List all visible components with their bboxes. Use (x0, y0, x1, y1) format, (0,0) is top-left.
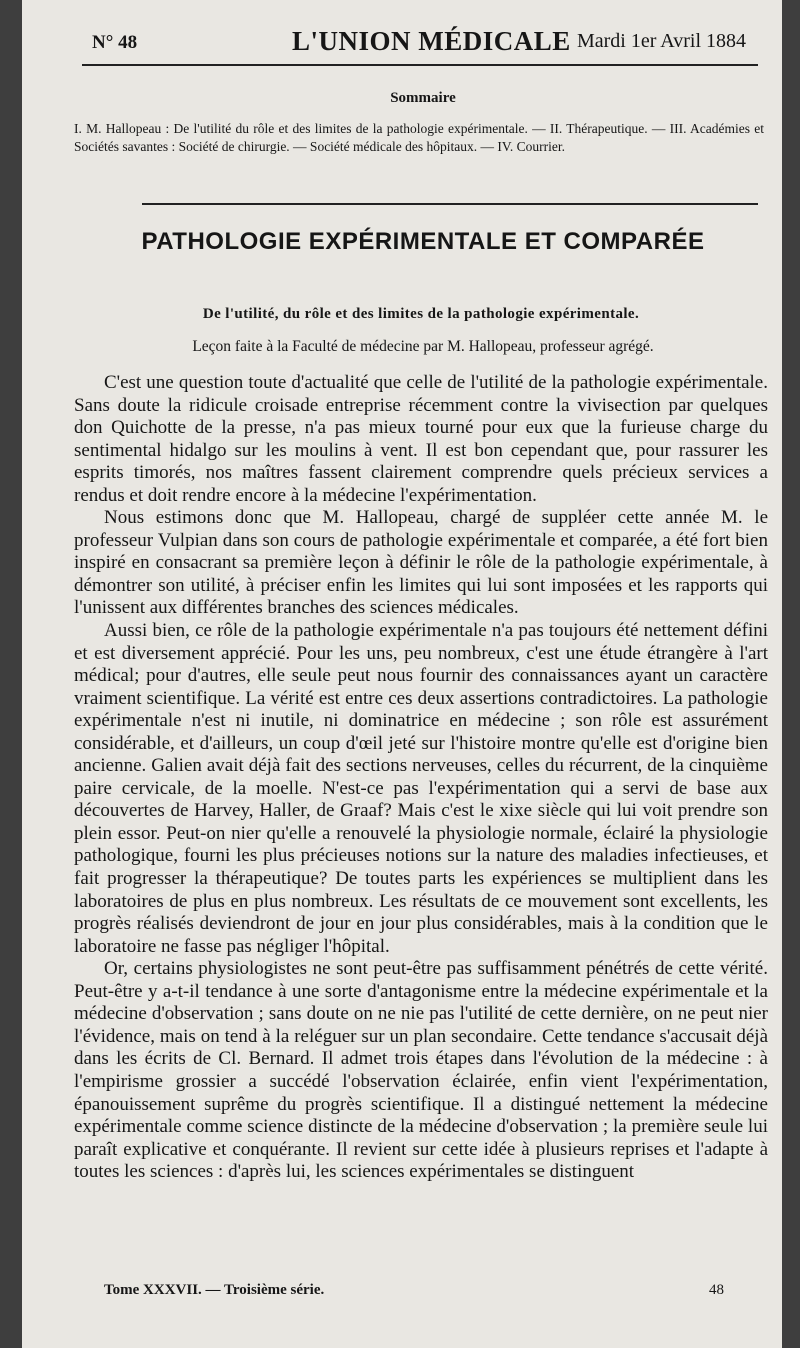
paragraph: Aussi bien, ce rôle de la pathologie expérimentale n'a pas toujours été nettement défini et est diversement apprécié. Pour les uns, peu nombreux, c'est une étude étrangère à l'art médical; pour d'autres, elle seule peut nous fournir des connaissances ayant un caractère vraiment scientifique. La vérité est entre ces deux assertions contradictoires. La pathologie expérimentale n'est ni inutile, ni dominatrice en médecine ; son rôle est assurément considérable, et d'ailleurs, un coup d'œil jeté sur l'histoire montre qu'elle est d'origine bien ancienne. Galien avait déjà fait des sections nerveuses, celles du récurrent, de la cinquième paire cervicale, de la moelle. N'est-ce pas l'expérimentation qui a servi de base aux découvertes de Harvey, Haller, de Graaf? Mais c'est le xixe siècle qui lui voit prendre son plein essor. Peut-on nier qu'elle a renouvelé la physiologie normale, éclairé la physiologie pathologique, fourni les plus précieuses notions sur la nature des maladies infectieuses, et fait progresser la thérapeutique? De toutes parts les expériences se multiplient dans les laboratoires de plus en plus nombreux. Les résultats de ce mouvement sont excellents, les progrès réalisés deviendront de jour en jour plus considérables, mais à la condition que le laboratoire ne fasse pas négliger l'hôpital. (74, 620, 768, 957)
paragraph: Nous estimons donc que M. Hallopeau, chargé de suppléer cette année M. le professeur Vulpian dans son cours de pathologie expérimentale et comparée, a été fort bien inspiré en consacrant sa première leçon à définir le rôle de la pathologie expérimentale, à démontrer son utilité, à préciser enfin les limites qui lui sont imposées et les rapports qui l'unissent aux différentes branches des sciences médicales. (74, 507, 768, 619)
page-number: 48 (709, 1282, 724, 1298)
lecture-byline: Leçon faite à la Faculté de médecine par M. Hallopeau, professeur agrégé. (192, 338, 654, 355)
journal-page (22, 0, 782, 1348)
paragraph: Or, certains physiologistes ne sont peut-être pas suffisamment pénétrés de cette vérité. Peut-être y a-t-il tendance à une sorte d'antagonisme entre la médecine expérimentale et la médecine d'observation ; sans doute on ne nie pas l'utilité de cette dernière, on ne peut nier l'évidence, mais on tend à la reléguer sur un plan secondaire. Cette tendance s'accusait déjà dans les écrits de Cl. Bernard. Il admet trois étapes dans l'évolution de la médecine : à l'empirisme grossier a succédé l'observation éclairée, enfin vient l'expérimentation, épanouissement suprême du progrès scientifique. Il a distingué nettement la médecine expérimentale comme science distincte de la médecine d'observation ; la première seule lui paraît explicative et conquérante. Il revient sur cette idée à plusieurs reprises et l'adapte à toutes les sciences : d'après lui, les sciences expérimentales se distinguent (74, 958, 768, 1183)
page-header (82, 22, 764, 62)
sommaire-text: I. M. Hallopeau : De l'utilité du rôle et des limites de la pathologie expérimentale. — II. Thérapeutique. — III. Académies et Sociétés savantes : Société de chirurgie. — Société médicale des hôpitaux. — IV. Courrier. (74, 121, 764, 154)
separator-rule (142, 203, 758, 205)
paragraph: C'est une question toute d'actualité que celle de l'utilité de la pathologie expérimentale. Sans doute la ridicule croisade entreprise récemment contre la vivisection par quelques don Quichotte de la presse, n'a pas mieux tourné pour eux que la furieuse charge du sentimental hidalgo sur les moulins à vent. Il est bon cependant que, pour rassurer les esprits timorés, nos maîtres fassent clairement comprendre quels précieux services a rendus et doit rendre encore à la médecine l'expérimentation. (74, 372, 768, 506)
sommaire-title: Sommaire (390, 90, 456, 106)
journal-title: L'UNION MÉDICALE (292, 26, 571, 56)
issue-number: N° 48 (92, 32, 138, 53)
article-title: De l'utilité, du rôle et des limites de la pathologie expérimentale. (202, 306, 640, 322)
header-rule (82, 64, 758, 66)
issue-date: Mardi 1er Avril 1884 (576, 30, 746, 52)
section-title: PATHOLOGIE EXPÉRIMENTALE ET COMPARÉE (141, 228, 705, 255)
article-body (74, 372, 768, 1184)
volume-info: Tome XXXVII. — Troisième série. (104, 1282, 325, 1298)
